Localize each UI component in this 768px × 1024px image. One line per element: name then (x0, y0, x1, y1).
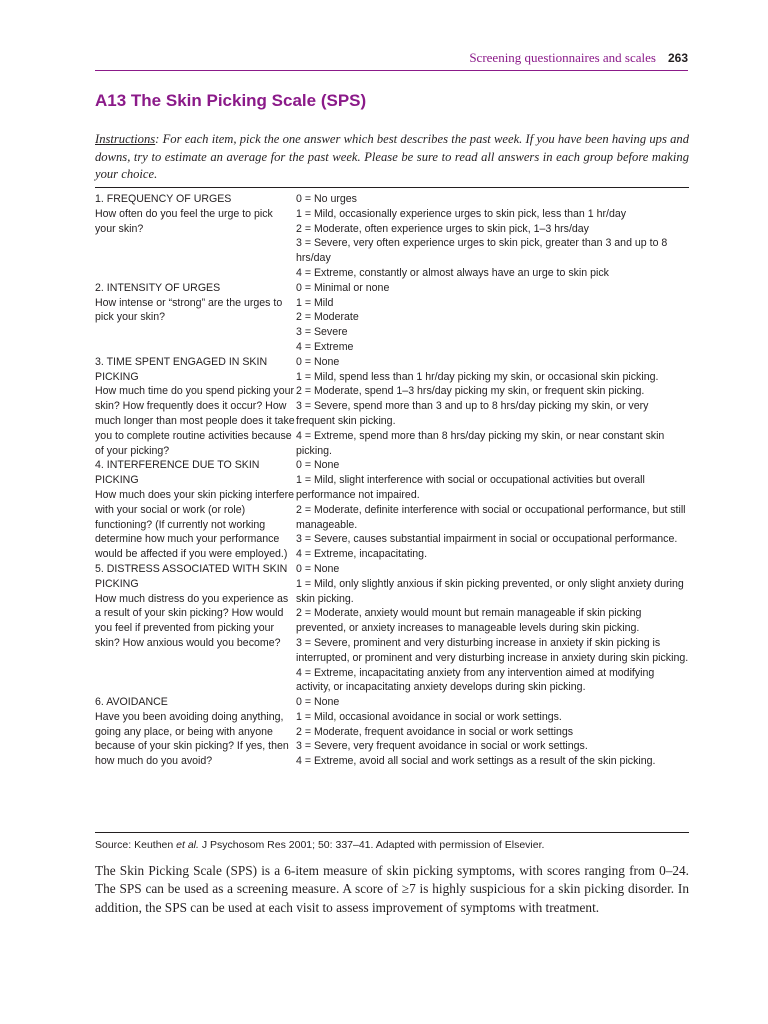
running-title: Screening questionnaires and scales (469, 50, 656, 65)
answer-option: 1 = Mild, only slightly anxious if skin picking prevented, or only slight anxiety during skin picking. (296, 577, 684, 605)
scale-item (95, 355, 689, 459)
table-bottom-rule (95, 832, 689, 833)
source-note (95, 839, 544, 851)
item-question (95, 458, 296, 562)
answer-option: 2 = Moderate, frequent avoidance in social or work settings (296, 725, 574, 738)
item-question (95, 192, 296, 281)
source-etal: et al. (176, 839, 199, 851)
item-heading: 2. INTENSITY OF URGES (95, 281, 221, 294)
answer-option: 2 = Moderate, often experience urges to skin pick, 1–3 hrs/day (296, 222, 589, 235)
scale-items (95, 192, 689, 769)
item-answers (296, 281, 689, 355)
answer-option: 3 = Severe, prominent and very disturbing increase in anxiety if skin picking is interrupted, or prominent and very disturbing increase in anxiety during skin picking. (296, 636, 689, 664)
item-heading: 5. DISTRESS ASSOCIATED WITH SKIN PICKING (95, 562, 288, 590)
scale-item (95, 192, 689, 281)
answer-option: 1 = Mild, occasional avoidance in social or work settings. (296, 710, 562, 723)
item-heading: 1. FREQUENCY OF URGES (95, 193, 232, 205)
answer-option: 4 = Extreme, spend more than 8 hrs/day picking my skin, or near constant skin picking. (296, 429, 665, 457)
header-rule (95, 70, 688, 71)
scale-item (95, 281, 689, 355)
answer-option: 2 = Moderate (296, 311, 359, 324)
item-question (95, 355, 296, 459)
item-question (95, 695, 296, 769)
item-heading: 4. INTERFERENCE DUE TO SKIN PICKING (95, 459, 260, 487)
scale-item (95, 458, 689, 562)
scale-item (95, 695, 689, 769)
scale-item (95, 562, 689, 695)
answer-option: 3 = Severe, spend more than 3 and up to 8 hrs/day picking my skin, or very frequent skin picking. (296, 400, 649, 427)
answer-option: 4 = Extreme, incapacitating. (296, 548, 428, 561)
answer-option: 1 = Mild (296, 296, 334, 309)
item-question (95, 281, 296, 355)
item-prompt: How much distress do you experience as a result of your skin picking? How would you feel if prevented from picking your skin? How anxious would you become? (95, 592, 289, 649)
summary-paragraph: The Skin Picking Scale (SPS) is a 6-item measure of skin picking symptoms, with scores ranging from 0–24. The SPS can be used as a screening measure. A score of ≥7 is highly suspicious for a skin picking disorder. In addition, the SPS can be used at each visit to assess improvement of symptoms with treatment. (95, 863, 689, 915)
answer-option: 2 = Moderate, anxiety would mount but remain manageable if skin picking prevented, or anxiety increases to manageable levels during skin picking. (296, 607, 642, 635)
item-answers (296, 192, 689, 281)
page-title: A13 The Skin Picking Scale (SPS) (95, 91, 367, 110)
item-answers (296, 355, 689, 459)
answer-option: 3 = Severe, very often experience urges to skin pick, greater than 3 and up to 8 hrs/day (296, 237, 668, 265)
answer-option: 0 = Minimal or none (296, 281, 390, 294)
item-question (95, 562, 296, 695)
answer-option: 2 = Moderate, spend 1–3 hrs/day picking my skin, or frequent skin picking. (296, 385, 645, 398)
source-rest: J Psychosom Res 2001; 50: 337–41. Adapted with permission of Elsevier. (198, 839, 545, 851)
answer-option: 0 = None (296, 562, 340, 575)
item-prompt: How often do you feel the urge to pick your skin? (95, 207, 273, 235)
answer-option: 3 = Severe, very frequent avoidance in social or work settings. (296, 740, 588, 753)
answer-option: 4 = Extreme, incapacitating anxiety from any intervention aimed at modifying activity, or incapacitating anxiety develops during skin picking. (296, 666, 655, 694)
page-number: 263 (667, 51, 688, 65)
item-heading: 6. AVOIDANCE (95, 696, 168, 709)
answer-option: 0 = None (296, 355, 340, 368)
answer-option: 0 = None (296, 459, 340, 472)
answer-option: 3 = Severe (296, 326, 348, 339)
answer-option: 1 = Mild, slight interference with social or occupational activities but overall performance not impaired. (296, 474, 645, 501)
running-head (95, 50, 688, 68)
item-prompt: How intense or “strong” are the urges to pick your skin? (95, 296, 283, 324)
answer-option: 2 = Moderate, definite interference with social or occupational performance, but still manageable. (296, 503, 686, 531)
item-prompt: How much does your skin picking interfere with your social or work (or role) functioning? (If currently not working determine how much your performance would be affected if you were employed.) (95, 488, 295, 561)
instructions (95, 131, 689, 184)
item-heading: 3. TIME SPENT ENGAGED IN SKIN PICKING (95, 355, 268, 383)
answer-option: 4 = Extreme, constantly or almost always have an urge to skin pick (296, 266, 609, 279)
answer-option: 0 = None (296, 696, 340, 709)
item-answers (296, 458, 689, 562)
source-prefix: Source: Keuthen (95, 839, 177, 851)
instructions-label: Instructions (95, 132, 156, 146)
answer-option: 4 = Extreme (296, 340, 354, 353)
item-prompt: Have you been avoiding doing anything, going any place, or being with anyone because of your skin picking? If yes, then how much do you avoid? (95, 710, 289, 768)
answer-option: 0 = No urges (296, 193, 357, 205)
answer-option: 1 = Mild, occasionally experience urges to skin pick, less than 1 hr/day (296, 207, 627, 220)
table-top-rule (95, 187, 689, 188)
instructions-text: : For each item, pick the one answer which best describes the past week. If you have been having ups and downs, try to estimate an average for the past week. Please be sure to read all answers in each group before making your choice. (95, 132, 689, 181)
answer-option: 3 = Severe, causes substantial impairment in social or occupational performance. (296, 533, 678, 546)
answer-option: 4 = Extreme, avoid all social and work settings as a result of the skin picking. (296, 755, 656, 768)
item-answers (296, 562, 689, 695)
answer-option: 1 = Mild, spend less than 1 hr/day picking my skin, or occasional skin picking. (296, 370, 659, 383)
item-prompt: How much time do you spend picking your skin? How frequently does it occur? How much longer than most people does it take you to complete routine activities because of your picking? (95, 385, 295, 457)
item-answers (296, 695, 689, 769)
